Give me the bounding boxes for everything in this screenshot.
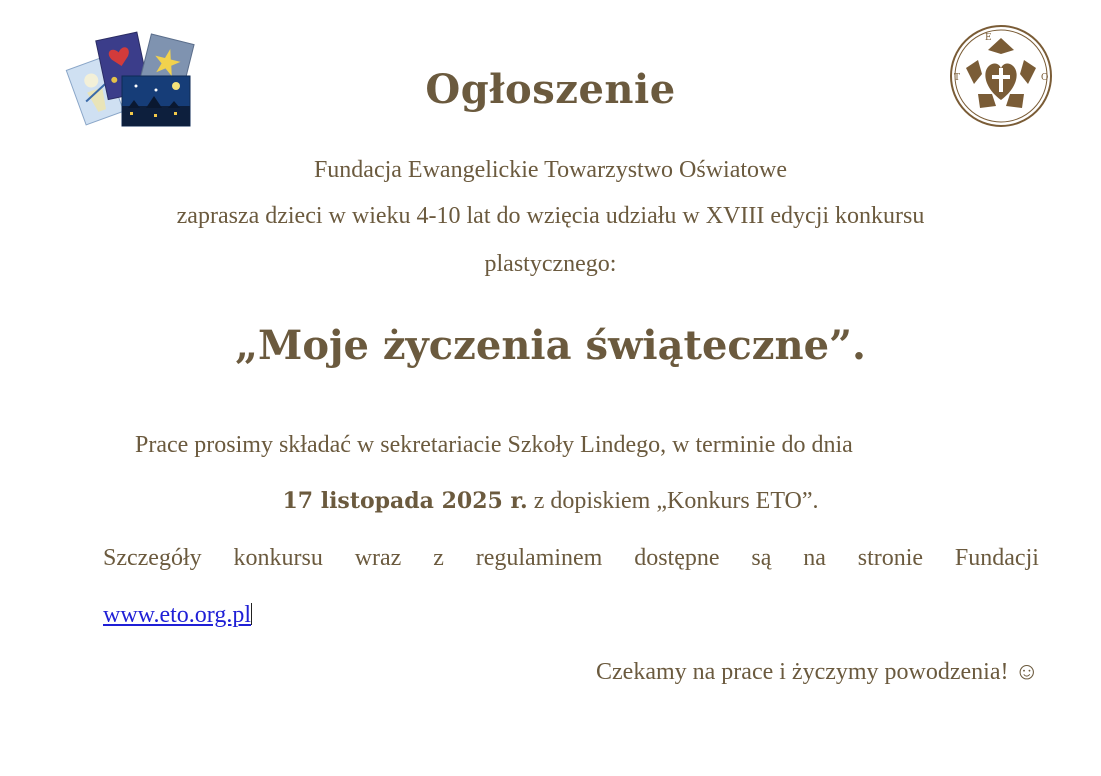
details-word: wraz (354, 545, 402, 571)
logo-letter-t: T (954, 73, 961, 83)
competition-slogan: „Moje życzenia świąteczne”. (235, 322, 866, 369)
page-title: Ogłoszenie (425, 66, 676, 113)
details-word: z (433, 545, 444, 571)
deadline-line (0, 488, 1101, 515)
details-word: Szczegóły (103, 545, 202, 571)
details-word: są (751, 545, 772, 571)
details-word: na (803, 545, 826, 571)
foundation-website-link[interactable]: www.eto.org.pl (103, 602, 251, 628)
intro-line-1: Fundacja Ewangelickie Towarzystwo Oświatowe (313, 157, 788, 183)
details-word: regulaminem (475, 545, 603, 571)
foundation-link-row (103, 602, 252, 629)
logo-letter-e: E (985, 33, 992, 43)
details-word: dostępne (634, 545, 720, 571)
details-word: konkursu (233, 545, 323, 571)
deadline-date: 17 listopada 2025 r. (282, 488, 528, 514)
closing-line: Czekamy na prace i życzymy powodzenia! ☺ (596, 659, 1039, 685)
details-line (103, 545, 1039, 572)
deadline-suffix: z dopiskiem „Konkurs ETO”. (533, 488, 819, 514)
details-word: stronie (857, 545, 924, 571)
text-cursor (251, 603, 252, 625)
intro-line-2: zaprasza dzieci w wieku 4-10 lat do wzięcia udziału w XVIII edycji konkursu (176, 203, 925, 229)
submission-line: Prace prosimy składać w sekretariacie Szkoły Lindego, w terminie do dnia (135, 432, 853, 458)
intro-line-3: plastycznego: (484, 251, 617, 277)
details-word: Fundacji (954, 545, 1039, 571)
logo-letter-o: O (1041, 73, 1049, 83)
